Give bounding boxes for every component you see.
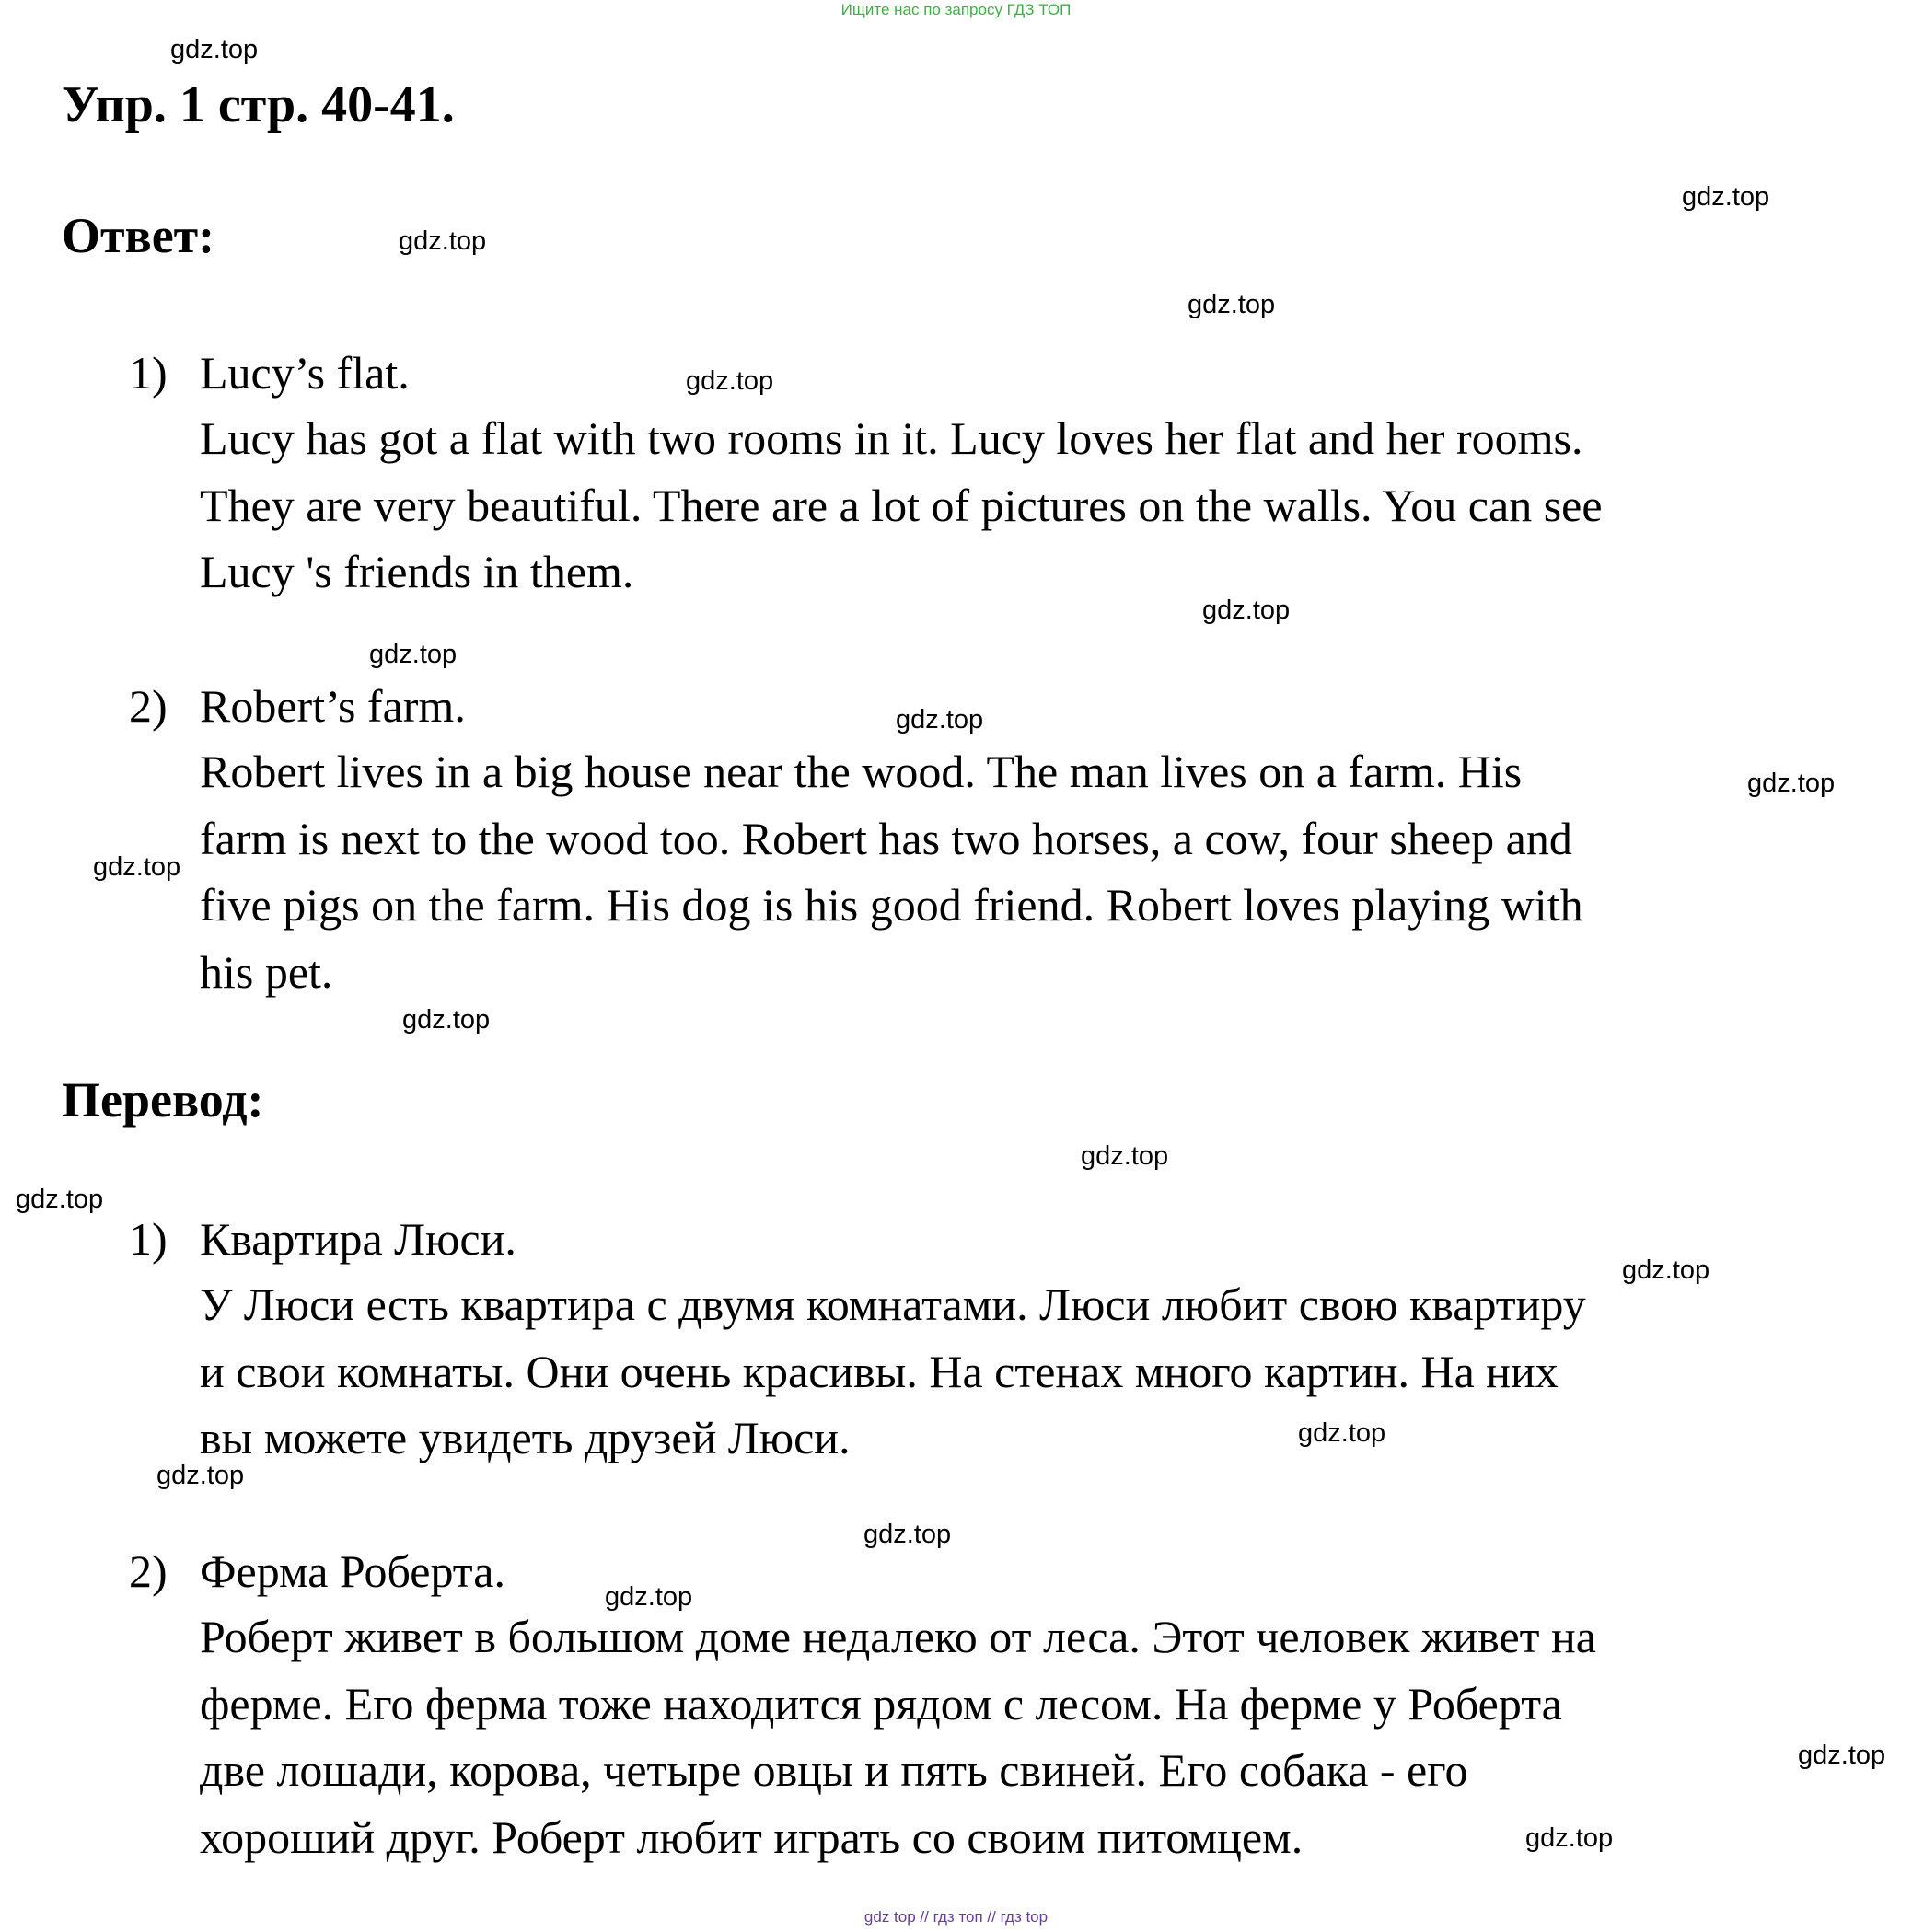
watermark: gdz.top [605,1582,693,1612]
page-title: Упр. 1 стр. 40-41. [62,76,455,133]
watermark: gdz.top [686,366,774,396]
text-line: They are very beautiful. There are a lot of pictures on the walls. You can see [200,479,1603,531]
text-line: ферме. Его ферма тоже находится рядом с лесом. На ферме у Роберта [200,1677,1562,1730]
text-line: farm is next to the wood too. Robert has two horses, a cow, four sheep and [200,812,1572,864]
watermark: gdz.top [1081,1141,1169,1171]
answer-item-2-number: 2) [129,680,168,732]
watermark: gdz.top [170,35,259,64]
answer-item-1-title: Lucy’s flat. [200,347,410,399]
watermark: gdz.top [1188,290,1276,319]
answer-item-1-number: 1) [129,347,168,399]
watermark: gdz.top [1202,596,1291,625]
answer-heading: Ответ: [62,208,215,263]
watermark: gdz.top [1682,182,1770,212]
text-line: хороший друг. Роберт любит играть со своим питомцем. [200,1811,1304,1863]
watermark: gdz.top [399,226,487,256]
watermark: gdz.top [1798,1741,1886,1770]
text-line: две лошади, корова, четыре овцы и пять свиней. Его собака - его [200,1744,1468,1796]
watermark: gdz.top [1298,1418,1386,1448]
footer: gdz top // гдз топ // гдз top [863,1908,1049,1926]
answer-item-1-text [200,405,1857,606]
text-line: Роберт живет в большом доме недалеко от леса. Этот человек живет на [200,1611,1596,1662]
translation-item-2-number: 2) [129,1545,168,1597]
text-line: У Люси есть квартира с двумя комнатами. Люси любит свою квартиру [200,1278,1586,1330]
watermark: gdz.top [1622,1255,1710,1285]
text-line: Lucy has got a flat with two rooms in it. Lucy loves her flat and her rooms. [200,412,1583,464]
watermark: gdz.top [93,852,181,882]
translation-item-2-title: Ферма Роберта. [200,1545,505,1597]
text-line: вы можете увидеть друзей Люси. [200,1412,851,1463]
watermark: gdz.top [369,640,458,669]
top-banner: Ищите нас по запросу ГДЗ ТОП [840,1,1072,18]
answer-item-2-title: Robert’s farm. [200,680,466,732]
watermark: gdz.top [1525,1823,1614,1853]
translation-item-1-text [200,1271,1857,1472]
text-line: и свои комнаты. Они очень красивы. На стенах много картин. На них [200,1345,1559,1397]
watermark: gdz.top [16,1185,104,1214]
watermark: gdz.top [863,1520,952,1549]
translation-heading: Перевод: [62,1072,264,1128]
text-line: his pet. [200,945,333,998]
watermark: gdz.top [156,1461,245,1490]
answer-item-2-text [200,738,1857,1005]
watermark: gdz.top [402,1005,491,1035]
translation-item-1-title: Квартира Люси. [200,1213,516,1265]
watermark: gdz.top [1747,769,1836,798]
text-line: five pigs on the farm. His dog is his good friend. Robert loves playing with [200,879,1583,931]
text-line: Lucy 's friends in them. [200,546,634,597]
text-line: Robert lives in a big house near the wood. The man lives on a farm. His [200,746,1523,797]
watermark: gdz.top [896,705,984,735]
translation-item-1-number: 1) [129,1213,168,1265]
